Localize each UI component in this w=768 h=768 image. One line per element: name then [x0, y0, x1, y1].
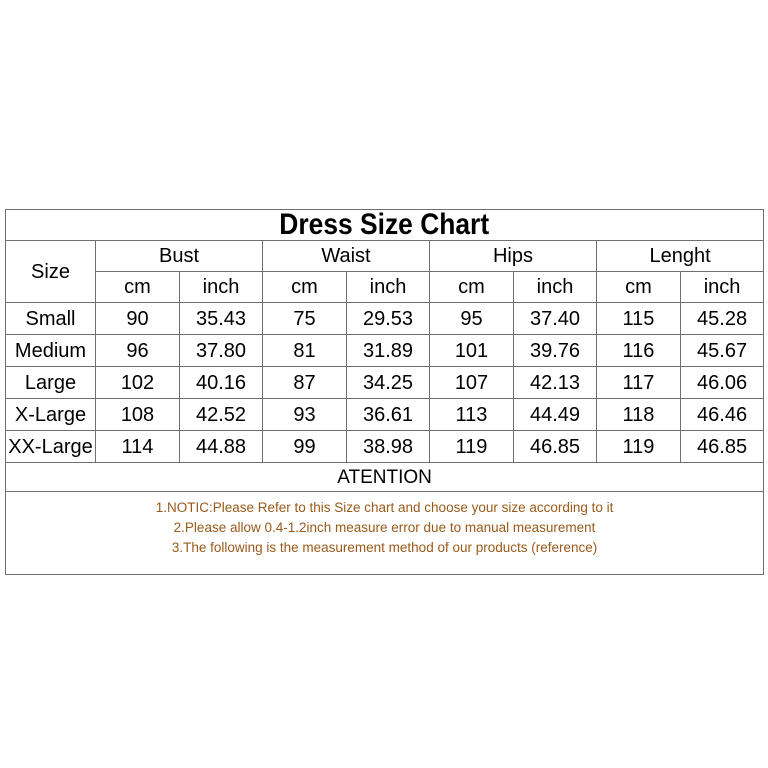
value-cell: 45.28: [681, 303, 764, 335]
value-cell: 38.98: [347, 431, 430, 463]
value-cell: 93: [263, 399, 347, 431]
value-cell: 114: [96, 431, 180, 463]
value-cell: 116: [597, 335, 681, 367]
value-cell: 99: [263, 431, 347, 463]
value-cell: 46.85: [681, 431, 764, 463]
size-header: Size: [6, 241, 96, 303]
value-cell: 108: [96, 399, 180, 431]
value-cell: 42.13: [514, 367, 597, 399]
value-cell: 31.89: [347, 335, 430, 367]
value-cell: 102: [96, 367, 180, 399]
value-cell: 40.16: [180, 367, 263, 399]
value-cell: 46.06: [681, 367, 764, 399]
table-row: [6, 431, 764, 463]
value-cell: 39.76: [514, 335, 597, 367]
group-header-bust: Bust: [96, 241, 263, 272]
table-row: [6, 303, 764, 335]
size-cell: X-Large: [6, 399, 96, 431]
unit-header-inch: inch: [681, 272, 764, 303]
value-cell: 45.67: [681, 335, 764, 367]
size-cell: Large: [6, 367, 96, 399]
value-cell: 96: [96, 335, 180, 367]
note-line: 3.The following is the measurement method of our products (reference): [171, 540, 598, 555]
value-cell: 46.46: [681, 399, 764, 431]
unit-header-inch: inch: [180, 272, 263, 303]
value-cell: 119: [430, 431, 514, 463]
value-cell: 44.49: [514, 399, 597, 431]
value-cell: 118: [597, 399, 681, 431]
unit-header-inch: inch: [514, 272, 597, 303]
unit-header-cm: cm: [430, 272, 514, 303]
value-cell: 113: [430, 399, 514, 431]
chart-title: Dress Size Chart: [6, 210, 764, 241]
value-cell: 35.43: [180, 303, 263, 335]
value-cell: 115: [597, 303, 681, 335]
value-cell: 44.88: [180, 431, 263, 463]
group-header-waist: Waist: [263, 241, 430, 272]
value-cell: 95: [430, 303, 514, 335]
value-cell: 46.85: [514, 431, 597, 463]
size-cell: XX-Large: [6, 431, 96, 463]
value-cell: 29.53: [347, 303, 430, 335]
table-row: [6, 335, 764, 367]
value-cell: 107: [430, 367, 514, 399]
table-row: [6, 367, 764, 399]
value-cell: 101: [430, 335, 514, 367]
value-cell: 119: [597, 431, 681, 463]
size-chart-table: [5, 209, 764, 575]
group-header-length: Lenght: [597, 241, 764, 272]
table-row: [6, 399, 764, 431]
unit-header-cm: cm: [96, 272, 180, 303]
unit-header-cm: cm: [263, 272, 347, 303]
note-line: 2.Please allow 0.4-1.2inch measure error due to manual measurement: [173, 520, 596, 535]
value-cell: 90: [96, 303, 180, 335]
unit-header-inch: inch: [347, 272, 430, 303]
value-cell: 75: [263, 303, 347, 335]
group-header-hips: Hips: [430, 241, 597, 272]
attention-heading: ATENTION: [6, 463, 764, 492]
value-cell: 36.61: [347, 399, 430, 431]
note-line: 1.NOTIC:Please Refer to this Size chart and choose your size according to it: [155, 500, 614, 515]
value-cell: 37.40: [514, 303, 597, 335]
value-cell: 87: [263, 367, 347, 399]
value-cell: 37.80: [180, 335, 263, 367]
notes-block: [6, 492, 764, 575]
value-cell: 81: [263, 335, 347, 367]
value-cell: 117: [597, 367, 681, 399]
unit-header-cm: cm: [597, 272, 681, 303]
value-cell: 42.52: [180, 399, 263, 431]
value-cell: 34.25: [347, 367, 430, 399]
size-cell: Small: [6, 303, 96, 335]
size-cell: Medium: [6, 335, 96, 367]
